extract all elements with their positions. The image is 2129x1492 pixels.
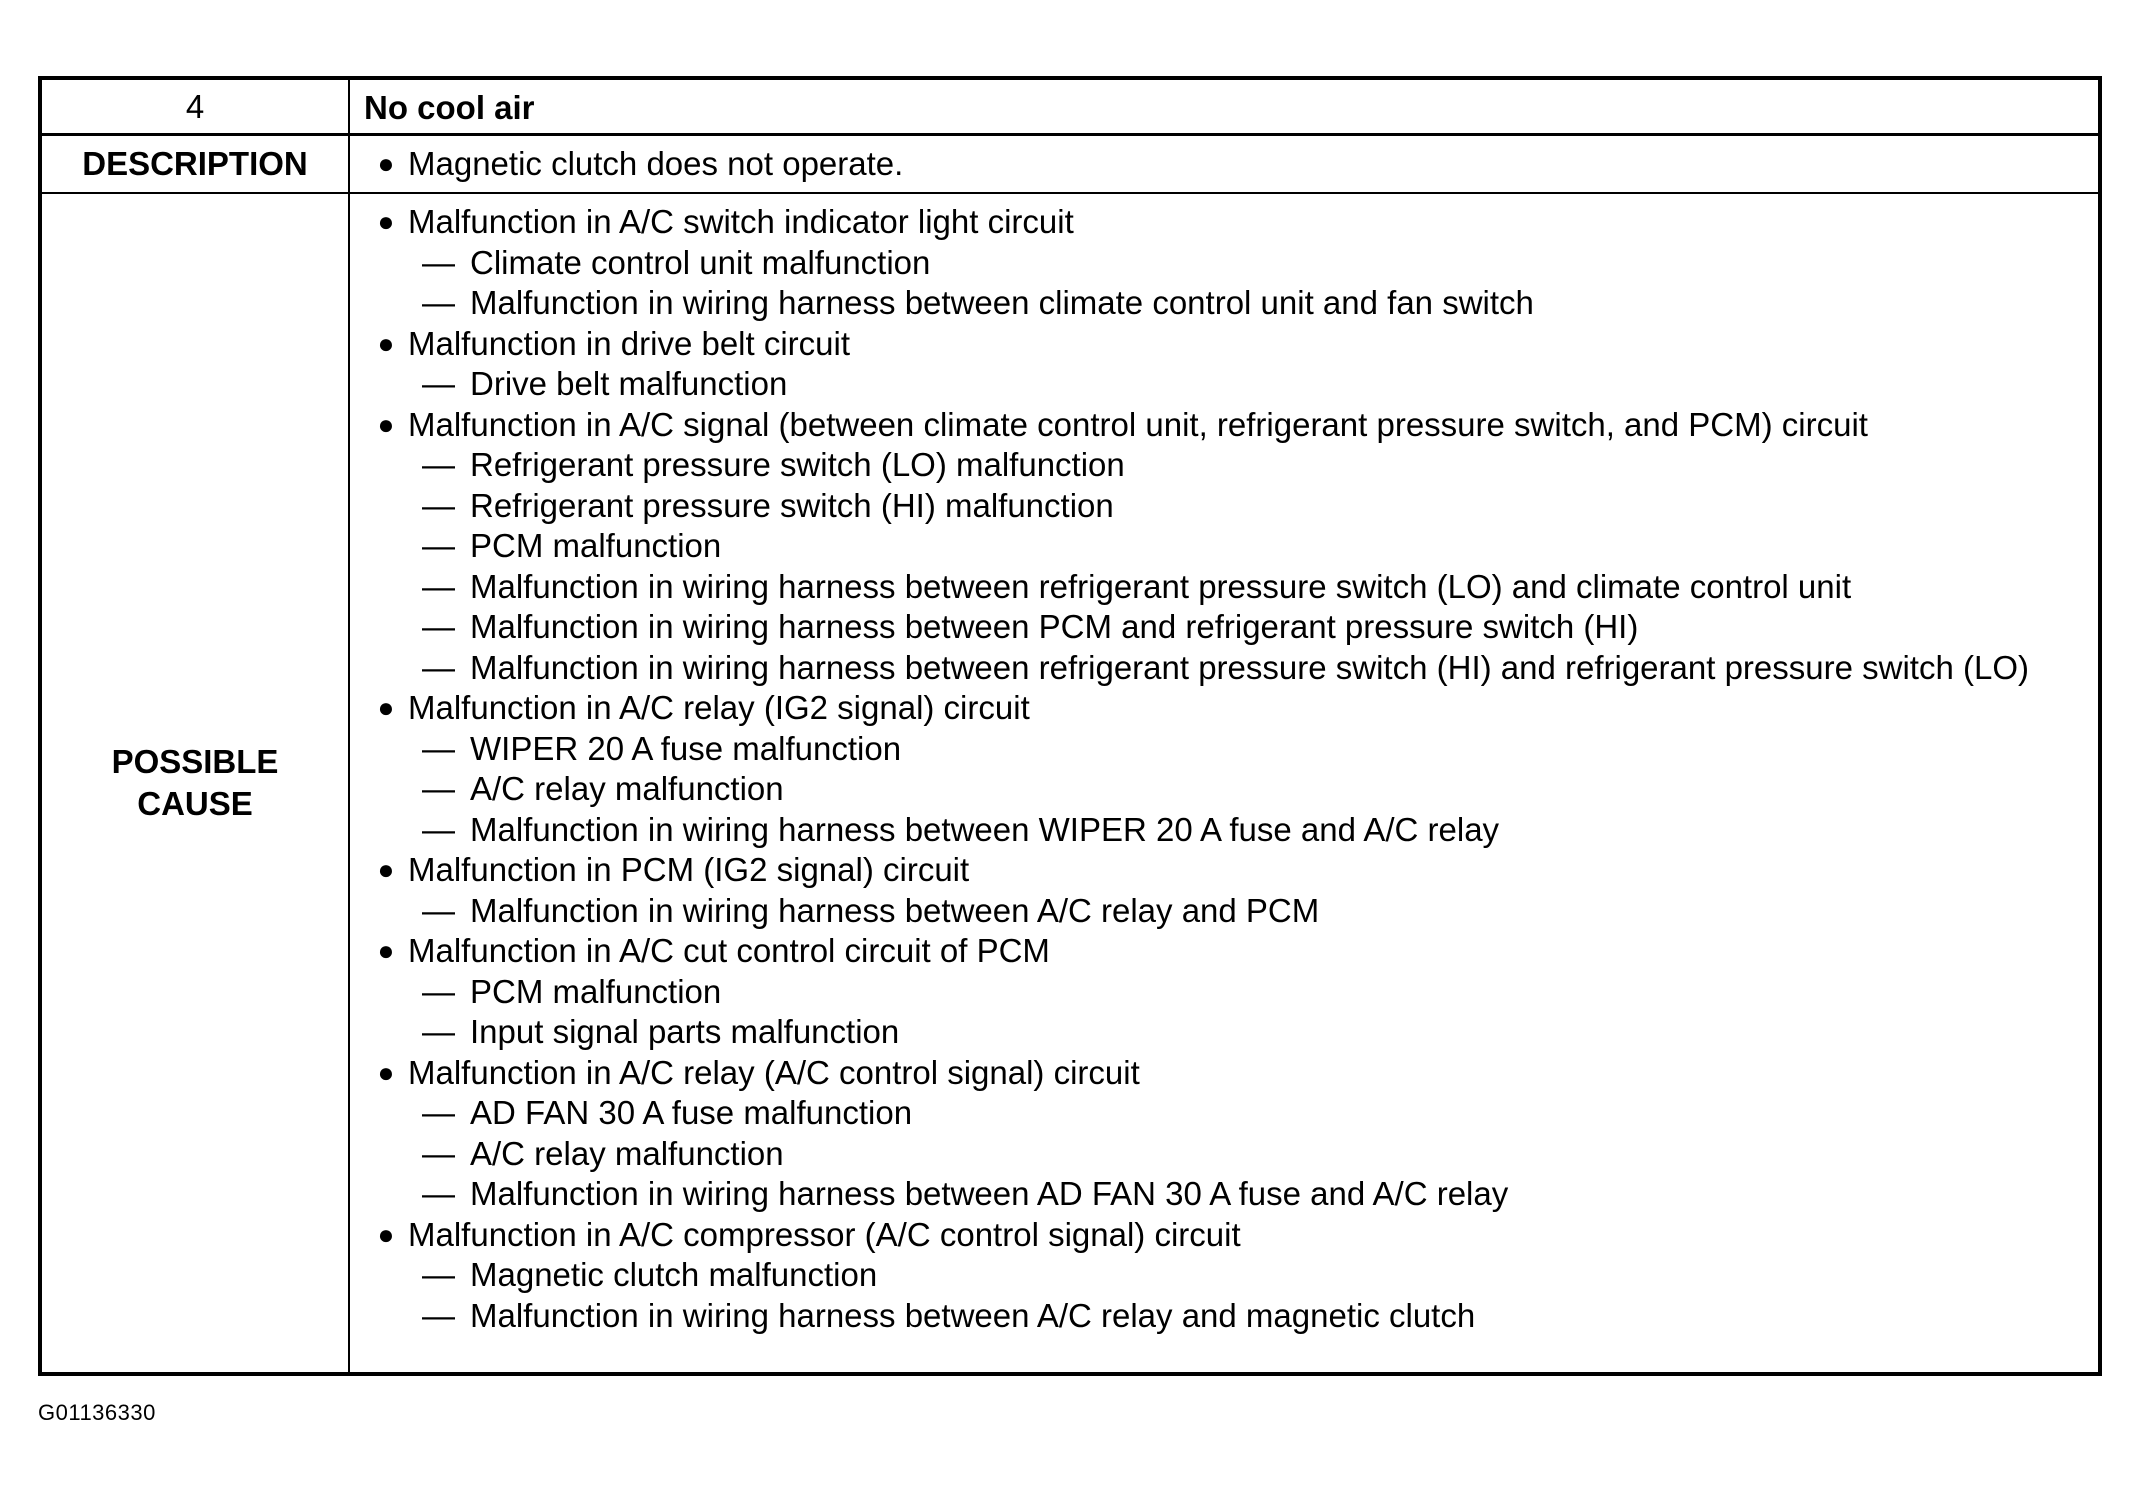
- cause-text: Malfunction in drive belt circuit: [408, 324, 851, 362]
- sub-cause-item: [364, 364, 2098, 405]
- dash-icon: —: [422, 1134, 455, 1172]
- cause-text: Malfunction in A/C relay (IG2 signal) circuit: [408, 689, 1030, 726]
- sub-cause-item: [364, 283, 2098, 324]
- sub-cause-item: [364, 891, 2098, 932]
- cause-item: [364, 931, 2098, 972]
- sub-cause-text: Drive belt malfunction: [470, 365, 788, 402]
- cause-text: Malfunction in PCM (IG2 signal) circuit: [408, 851, 970, 888]
- description-row: [42, 136, 2098, 194]
- bullet-icon: ●: [377, 148, 395, 179]
- sub-cause-text: PCM malfunction: [470, 972, 722, 1010]
- cause-text: Malfunction in A/C signal (between climate control unit, refrigerant pressure switch, and PCM) circuit: [408, 405, 1868, 443]
- sub-cause-text: Malfunction in wiring harness between climate control unit and fan switch: [470, 284, 1534, 321]
- sub-cause-item: [364, 648, 2098, 689]
- dash-icon: —: [422, 567, 455, 605]
- dash-icon: —: [422, 446, 455, 483]
- sub-cause-text: Refrigerant pressure switch (LO) malfunction: [470, 446, 1125, 483]
- sub-cause-text: Malfunction in wiring harness between A/C relay and magnetic clutch: [470, 1296, 1476, 1334]
- cause-item: [364, 202, 2098, 243]
- dash-icon: —: [422, 1094, 455, 1131]
- sub-cause-item: [364, 769, 2098, 810]
- sub-cause-item: [364, 607, 2098, 648]
- sub-cause-item: [364, 243, 2098, 284]
- dash-icon: —: [422, 284, 455, 321]
- sub-cause-item: [364, 1296, 2098, 1337]
- sub-cause-item: [364, 810, 2098, 851]
- diagnostic-table: [38, 76, 2102, 1376]
- sub-cause-text: AD FAN 30 A fuse malfunction: [470, 1094, 913, 1131]
- cause-item: [364, 850, 2098, 891]
- dash-icon: —: [422, 648, 455, 686]
- cause-item: [364, 405, 2098, 446]
- cause-item: [364, 688, 2098, 729]
- sub-cause-item: [364, 1093, 2098, 1134]
- dash-icon: —: [422, 810, 455, 848]
- table-header-row: [42, 80, 2098, 136]
- description-text-cell: [350, 136, 2098, 192]
- dash-icon: —: [422, 770, 455, 807]
- cause-text: Malfunction in A/C switch indicator light circuit: [408, 203, 1074, 240]
- possible-cause-label-line1: POSSIBLE: [111, 743, 279, 780]
- sub-cause-item: [364, 729, 2098, 770]
- sub-cause-item: [364, 1174, 2098, 1215]
- bullet-icon: ●: [377, 408, 395, 440]
- description-label-cell: [42, 136, 350, 192]
- sub-cause-text: A/C relay malfunction: [470, 1134, 784, 1172]
- sub-cause-item: [364, 526, 2098, 567]
- dash-icon: —: [422, 243, 455, 281]
- dash-icon: —: [422, 891, 455, 929]
- possible-cause-label-cell: [42, 194, 350, 1372]
- sub-cause-item: [364, 567, 2098, 608]
- dash-icon: —: [422, 486, 455, 524]
- dash-icon: —: [422, 1296, 455, 1334]
- sub-cause-item: [364, 445, 2098, 486]
- step-number: 4: [185, 87, 205, 125]
- sub-cause-text: Malfunction in wiring harness between refrigerant pressure switch (HI) and refrigerant pressure switch (LO): [470, 648, 2029, 686]
- dash-icon: —: [422, 527, 455, 564]
- dash-icon: —: [422, 1256, 455, 1293]
- cause-item: [364, 1215, 2098, 1256]
- sub-cause-text: Refrigerant pressure switch (HI) malfunction: [470, 486, 1114, 524]
- cause-text: Malfunction in A/C cut control circuit of PCM: [408, 932, 1050, 969]
- figure-code: G01136330: [38, 1400, 156, 1425]
- bullet-icon: ●: [377, 206, 395, 237]
- sub-cause-text: Magnetic clutch malfunction: [470, 1256, 878, 1293]
- dash-icon: —: [422, 365, 455, 402]
- sub-cause-text: Climate control unit malfunction: [470, 243, 931, 281]
- dash-icon: —: [422, 729, 455, 767]
- header-title-cell: [350, 80, 2098, 133]
- dash-icon: —: [422, 1013, 455, 1050]
- description-text: Magnetic clutch does not operate.: [408, 145, 904, 182]
- possible-cause-row: [42, 194, 2098, 1372]
- sub-cause-item: [364, 486, 2098, 527]
- sub-cause-item: [364, 1012, 2098, 1053]
- dash-icon: —: [422, 972, 455, 1010]
- bullet-icon: ●: [377, 1218, 395, 1250]
- dash-icon: —: [422, 1175, 455, 1212]
- bullet-icon: ●: [377, 1056, 395, 1088]
- possible-cause-list: [350, 194, 2098, 1372]
- sub-cause-text: Malfunction in wiring harness between refrigerant pressure switch (LO) and climate control unit: [470, 567, 1852, 605]
- bullet-icon: ●: [377, 935, 395, 966]
- symptom-title: No cool air: [364, 89, 535, 126]
- sub-cause-text: Malfunction in wiring harness between PCM and refrigerant pressure switch (HI): [470, 608, 1639, 645]
- sub-cause-text: PCM malfunction: [470, 527, 722, 564]
- bullet-icon: ●: [377, 692, 395, 723]
- cause-text: Malfunction in A/C compressor (A/C control signal) circuit: [408, 1215, 1241, 1253]
- dash-icon: —: [422, 608, 455, 645]
- sub-cause-item: [364, 972, 2098, 1013]
- cause-item: [364, 1053, 2098, 1094]
- sub-cause-text: A/C relay malfunction: [470, 770, 784, 807]
- sub-cause-text: Malfunction in wiring harness between WIPER 20 A fuse and A/C relay: [470, 810, 1500, 848]
- header-number-cell: [42, 80, 350, 133]
- description-label: DESCRIPTION: [82, 145, 308, 182]
- sub-cause-item: [364, 1255, 2098, 1296]
- sub-cause-item: [364, 1134, 2098, 1175]
- bullet-icon: ●: [377, 327, 395, 359]
- cause-text: Malfunction in A/C relay (A/C control signal) circuit: [408, 1053, 1140, 1091]
- possible-cause-label-line2: CAUSE: [137, 785, 253, 822]
- sub-cause-text: Malfunction in wiring harness between A/C relay and PCM: [470, 891, 1320, 929]
- bullet-icon: ●: [377, 854, 395, 885]
- sub-cause-text: Malfunction in wiring harness between AD FAN 30 A fuse and A/C relay: [470, 1175, 1509, 1212]
- cause-item: [364, 324, 2098, 365]
- sub-cause-text: WIPER 20 A fuse malfunction: [470, 729, 902, 767]
- sub-cause-text: Input signal parts malfunction: [470, 1013, 900, 1050]
